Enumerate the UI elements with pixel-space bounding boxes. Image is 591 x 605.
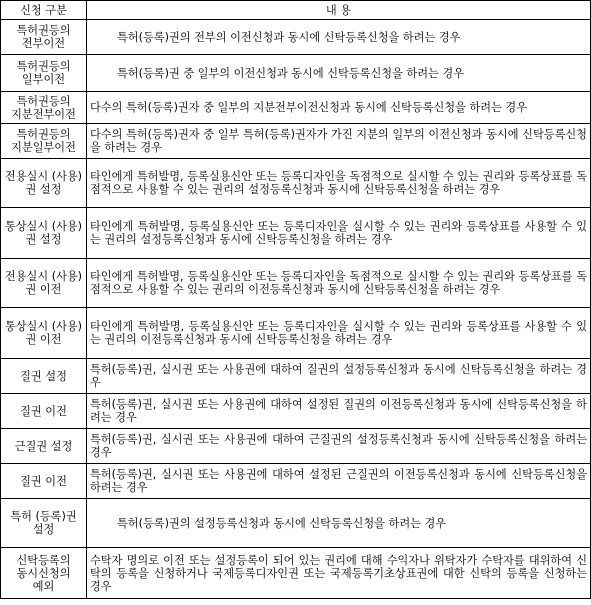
table-row bbox=[1, 394, 591, 429]
table-row bbox=[1, 20, 591, 55]
row-content: 타인에게 특허발명, 등록실용신안 또는 등록디자인을 실시할 수 있는 권리와 등록상표를 사용할 수 있는 권리의 설정등록신청과 동시에 신탁등록신청을 하려는 경우 bbox=[87, 208, 591, 259]
header-category: 신청 구분 bbox=[1, 1, 87, 20]
table-row bbox=[1, 55, 591, 92]
row-category: 신탁등록의 동시신청의 예외 bbox=[1, 548, 87, 599]
row-content: 특허(등록)권, 실시권 또는 사용권에 대하여 설정된 질권의 이전등록신청과 동시에 신탁등록신청을 하려는 경우 bbox=[87, 394, 591, 429]
row-content: 다수의 특허(등록)권자 중 일부의 지분전부이전신청과 동시에 신탁등록신청을 하려는 경우 bbox=[87, 92, 591, 124]
row-content: 특허(등록)권 중 일부의 이전신청과 동시에 신탁등록신청을 하려는 경우 bbox=[87, 55, 591, 92]
row-content: 타인에게 특허발명, 등록실용신안 또는 등록디자인을 독점적으로 실시할 수 있는 권리와 등록상표를 독점적으로 사용할 수 있는 권리의 이전등록신청과 동시에 신탁등록신청을 하려는 경우 bbox=[87, 259, 591, 308]
row-content: 특허(등록)권, 실시권 또는 사용권에 대하여 질권의 설정등록신청과 동시에 신탁등록신청을 하려는 경우 bbox=[87, 359, 591, 394]
row-content: 특허(등록)권, 실시권 또는 사용권에 대하여 설정된 근질권의 이전등록신청과 동시에 신탁등록신청을 하려는 경우 bbox=[87, 464, 591, 499]
row-content: 타인에게 특허발명, 등록실용신안 또는 등록디자인을 실시할 수 있는 권리와 등록상표를 사용할 수 있는 권리의 이전등록신청과 동시에 신탁등록신청을 하려는 경우 bbox=[87, 308, 591, 359]
row-category: 근질권 설정 bbox=[1, 429, 87, 464]
row-content: 특허(등록)권의 설정등록신청과 동시에 신탁등록신청을 하려는 경우 bbox=[87, 499, 591, 548]
row-content: 수탁자 명의로 이전 또는 설정등록이 되어 있는 권리에 대해 수익자나 위탁자가 수탁자를 대위하여 신탁의 등록을 신청하거나 국제등록디자인권 또는 국제등록기초상표권에 대한 신탁의 등록을 신청하는 경우 bbox=[87, 548, 591, 599]
table-row bbox=[1, 159, 591, 208]
table-row bbox=[1, 464, 591, 499]
header-row bbox=[1, 1, 591, 20]
row-category: 전용실시 (사용)권 설정 bbox=[1, 159, 87, 208]
table-row bbox=[1, 308, 591, 359]
row-category: 통상실시 (사용)권 이전 bbox=[1, 308, 87, 359]
row-content: 특허(등록)권, 실시권 또는 사용권에 대하여 근질권의 설정등록신청과 동시에 신탁등록신청을 하려는 경우 bbox=[87, 429, 591, 464]
row-category: 특허권등의 일부이전 bbox=[1, 55, 87, 92]
row-content: 특허(등록)권의 전부의 이전신청과 동시에 신탁등록신청을 하려는 경우 bbox=[87, 20, 591, 55]
row-category: 질권 설정 bbox=[1, 359, 87, 394]
row-category: 통상실시 (사용)권 설정 bbox=[1, 208, 87, 259]
row-category: 특허권등의 지분전부이전 bbox=[1, 92, 87, 124]
row-content: 타인에게 특허발명, 등록실용신안 또는 등록디자인을 독점적으로 실시할 수 있는 권리와 등록상표를 독점적으로 사용할 수 있는 권리의 설정등록신청과 동시에 신탁등록신청을 하려는 경우 bbox=[87, 159, 591, 208]
table-row bbox=[1, 548, 591, 599]
table-row bbox=[1, 208, 591, 259]
table-row bbox=[1, 499, 591, 548]
table-row bbox=[1, 92, 591, 124]
row-category: 질권 이전 bbox=[1, 394, 87, 429]
table-row bbox=[1, 124, 591, 159]
row-content: 다수의 특허(등록)권자 중 일부 특허(등록)권자가 가진 지분의 일부의 이전신청과 동시에 신탁등록신청을 하려는 경우 bbox=[87, 124, 591, 159]
table-row bbox=[1, 359, 591, 394]
row-category: 특허권등의 전부이전 bbox=[1, 20, 87, 55]
row-category: 특허권등의 지분일부이전 bbox=[1, 124, 87, 159]
table-row bbox=[1, 259, 591, 308]
header-content: 내 용 bbox=[87, 1, 591, 20]
table-row bbox=[1, 429, 591, 464]
row-category: 전용실시 (사용)권 이전 bbox=[1, 259, 87, 308]
row-category: 질권 이전 bbox=[1, 464, 87, 499]
row-category: 특허 (등록)권 설정 bbox=[1, 499, 87, 548]
